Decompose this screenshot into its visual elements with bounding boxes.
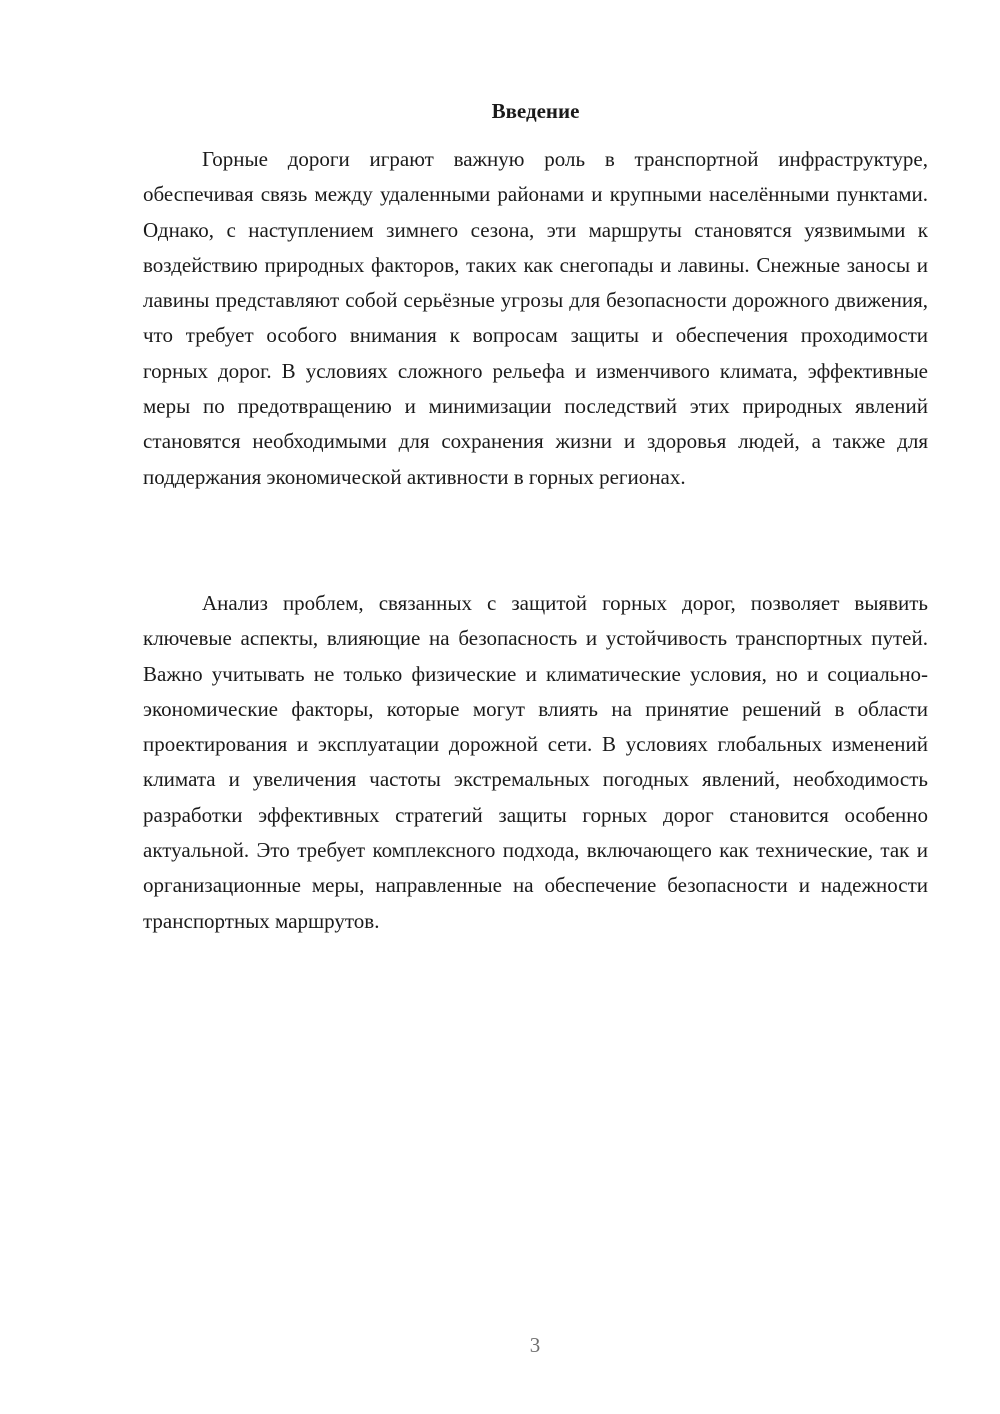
paragraph-2: Анализ проблем, связанных с защитой горных дорог, позволяет выявить ключевые аспекты, влияющие на безопасность и устойчивость транспортных путей. Важно учитывать не только физические и климатические условия, но и социально-экономические факторы, которые могут влиять на принятие решений в области проектирования и эксплуатации дорожной сети. В условиях глобальных изменений климата и увеличения частоты экстремальных погодных явлений, необходимость разработки эффективных стратегий защиты горных дорог становится особенно актуальной. Это требует комплексного подхода, включающего как технические, так и организационные меры, направленные на обеспечение безопасности и надежности транспортных маршрутов. [143, 591, 928, 933]
paragraph-1: Горные дороги играют важную роль в транспортной инфраструктуре, обеспечивая связь между удаленными районами и крупными населёнными пунктами. Однако, с наступлением зимнего сезона, эти маршруты становятся уязвимыми к воздействию природных факторов, таких как снегопады и лавины. Снежные заносы и лавины представляют собой серьёзные угрозы для безопасности дорожного движения, что требует особого внимания к вопросам защиты и обеспечения проходимости горных дорог. В условиях сложного рельефа и изменчивого климата, эффективные меры по предотвращению и минимизации последствий этих природных явлений становятся необходимыми для сохранения жизни и здоровья людей, а также для поддержания экономической активности в горных регионах. [143, 147, 928, 489]
page-title: Введение [491, 99, 580, 123]
page-number: 3 [529, 1333, 541, 1357]
